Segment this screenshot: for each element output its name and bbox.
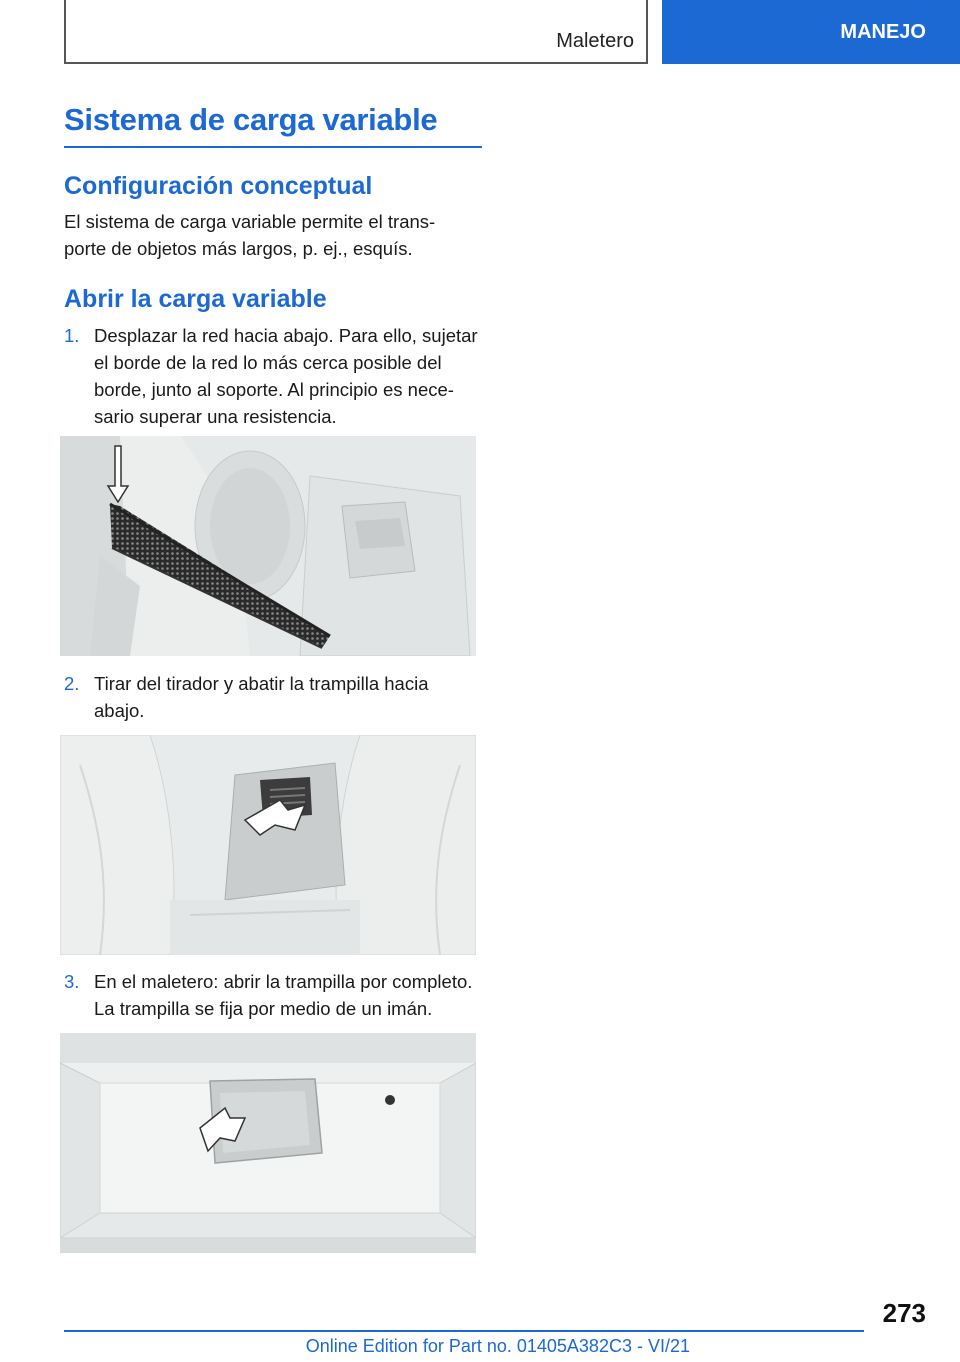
figure-trunk-hatch-open: [60, 1033, 476, 1253]
running-header-box: [64, 0, 648, 64]
step-1-line-1: Desplazar la red hacia abajo. Para ello, sujetar: [94, 325, 478, 346]
open-heading: Abrir la carga variable: [64, 285, 327, 313]
step-3-line-2: La trampilla se fija por medio de un imán.: [94, 998, 433, 1019]
step-2-line-2: abajo.: [94, 700, 145, 721]
step-1-line-4: sario superar una resistencia.: [94, 406, 337, 427]
step-number: 2.: [64, 673, 80, 694]
step-1-line-3: borde, junto al soporte. Al principio es nece-: [94, 379, 454, 400]
concept-heading: Configuración conceptual: [64, 172, 373, 200]
page-title: Sistema de carga variable: [64, 102, 438, 137]
page-number: 273: [882, 1298, 926, 1328]
step-number: 1.: [64, 325, 80, 346]
step-number: 3.: [64, 971, 80, 992]
step-3-line-1: En el maletero: abrir la trampilla por completo.: [94, 971, 473, 992]
footer-divider: [64, 1330, 864, 1332]
concept-text-line-1: El sistema de carga variable permite el trans-: [64, 211, 436, 232]
step-1-line-2: el borde de la red lo más cerca posible del: [94, 352, 442, 373]
concept-text-line-2: porte de objetos más largos, p. ej., esquís.: [64, 238, 413, 259]
title-divider: [64, 146, 482, 148]
chapter-tab: MANEJO: [662, 0, 960, 64]
edition-text: Online Edition for Part no. 01405A382C3 - VI/21: [305, 1336, 690, 1356]
section-name: Maletero: [556, 30, 634, 52]
figure-rear-hatch: [60, 735, 476, 955]
figure-net-trunk: [60, 436, 476, 656]
step-2-line-1: Tirar del tirador y abatir la trampilla hacia: [94, 673, 429, 694]
